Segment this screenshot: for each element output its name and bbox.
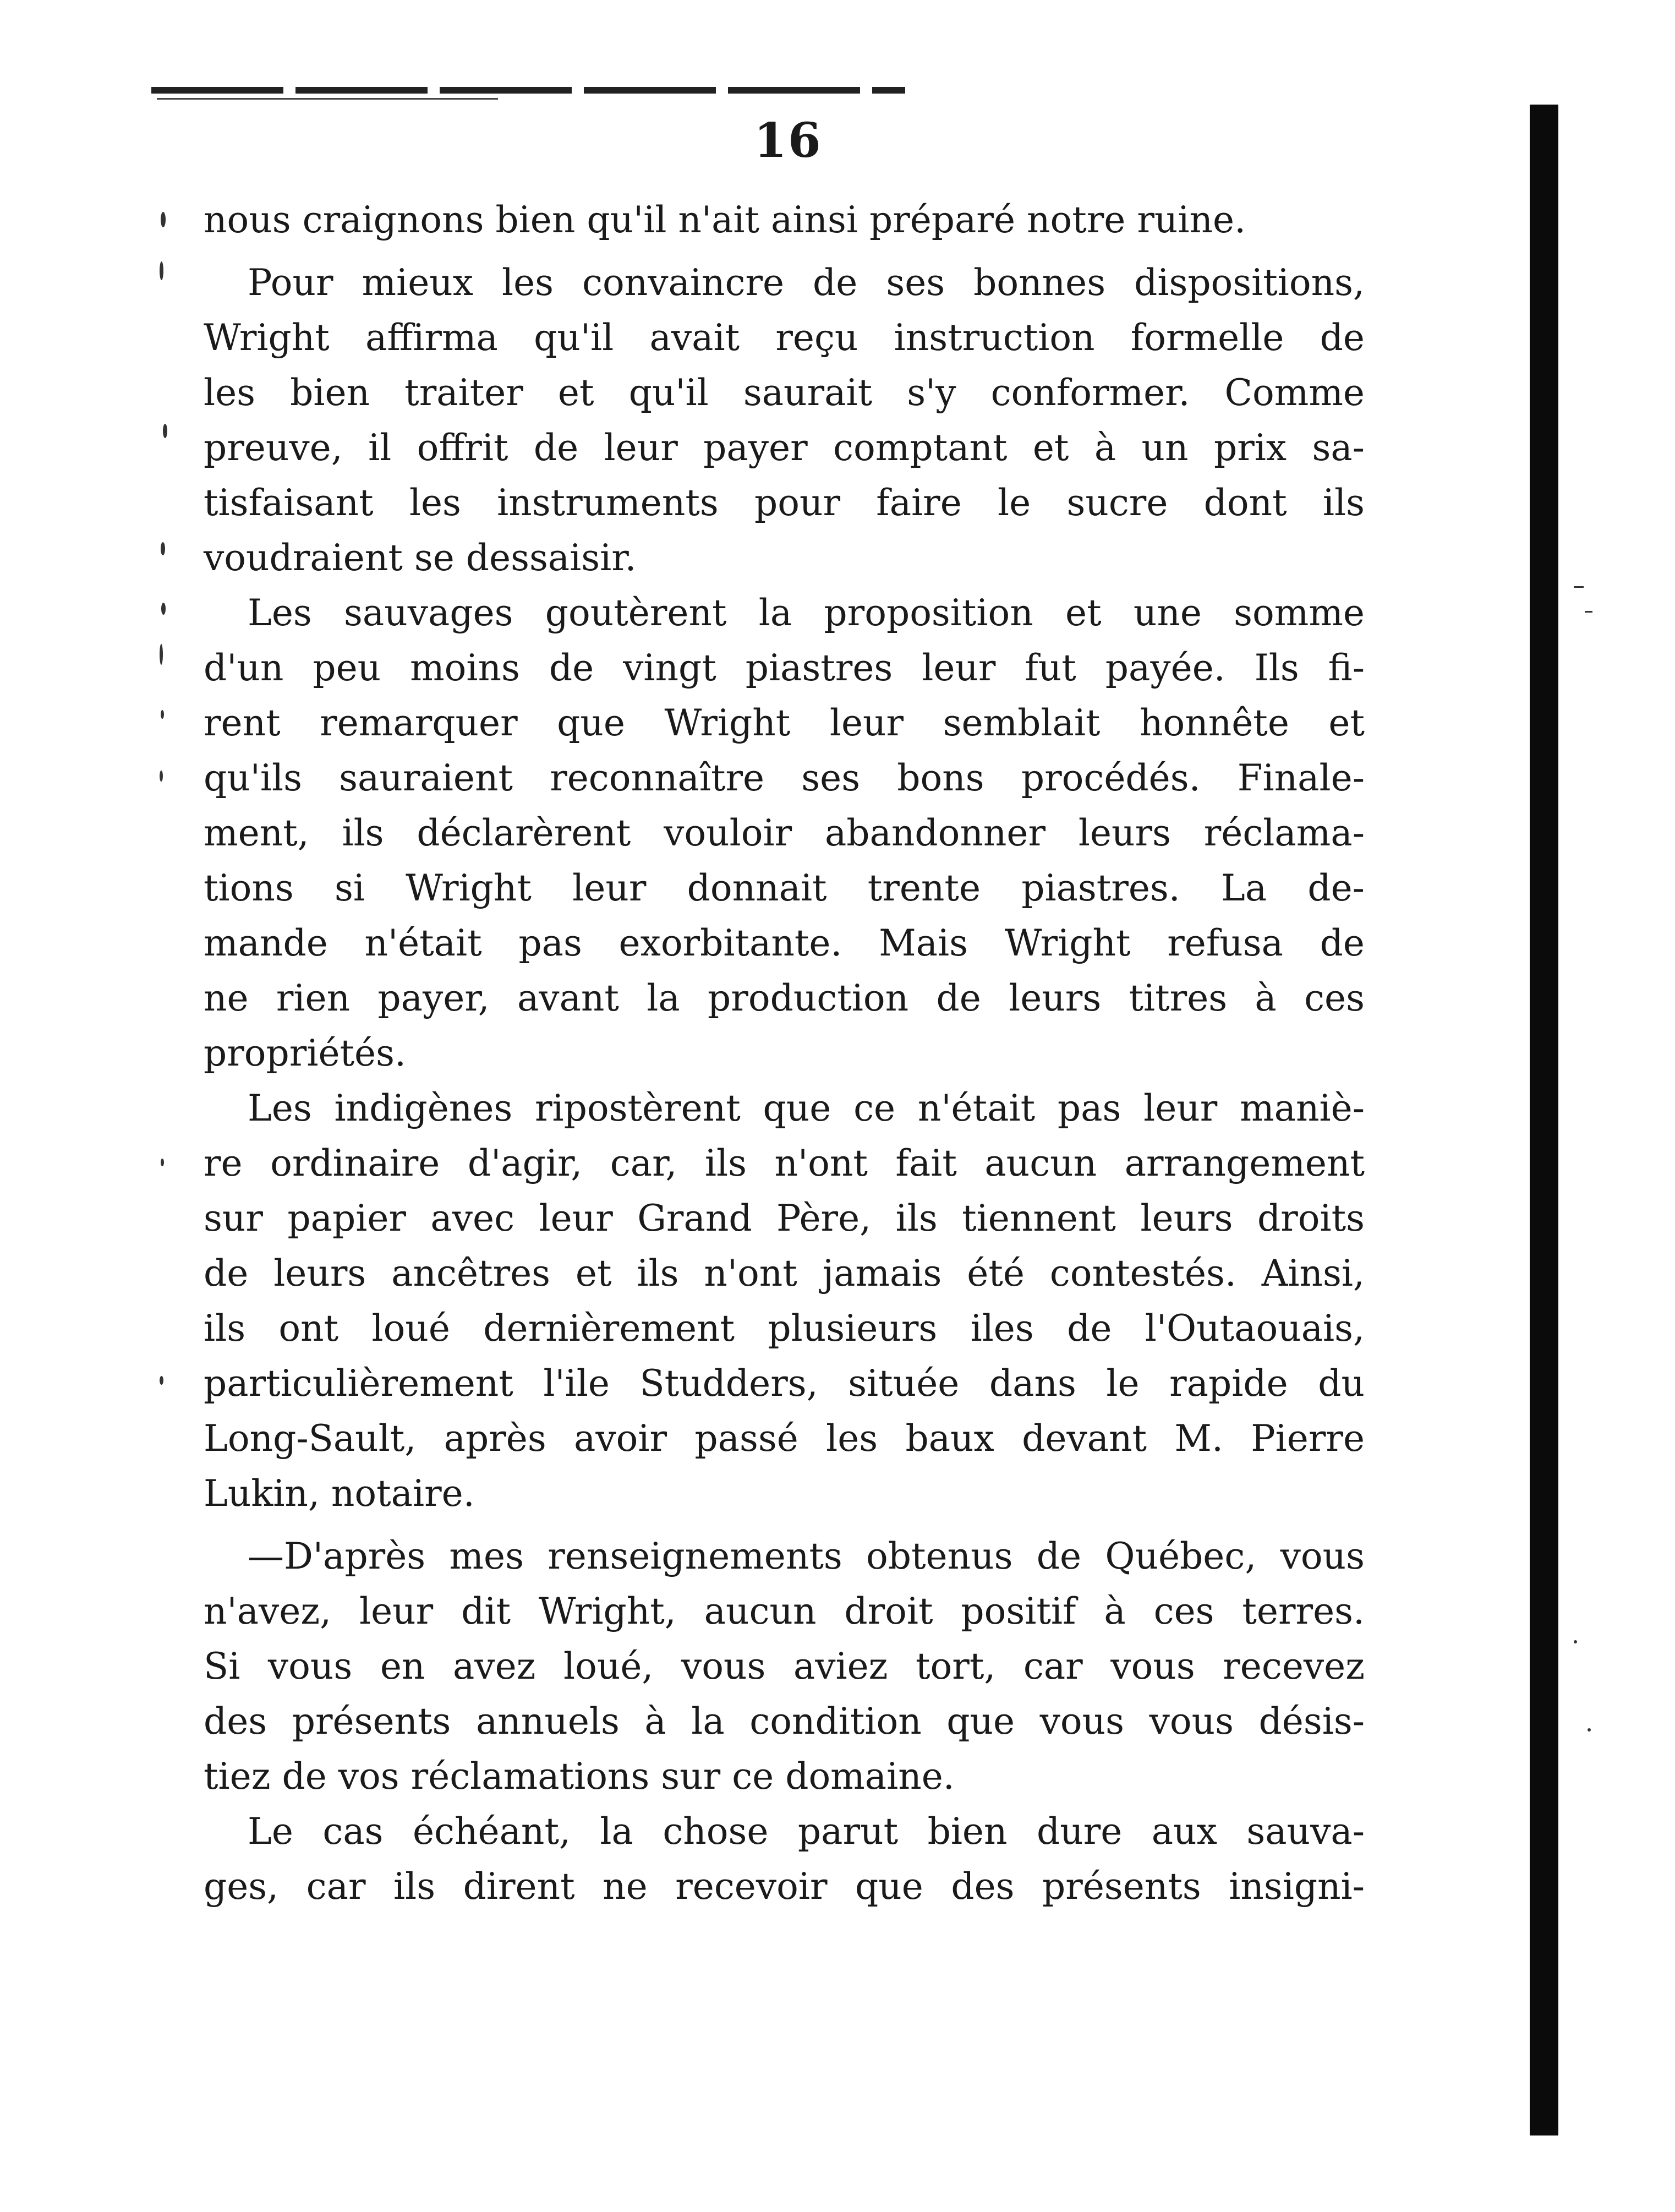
text-line: les bien traiter et qu'il saurait s'y conformer. Comme bbox=[204, 372, 1365, 414]
text-line: Pour mieux les convaincre de ses bonnes dispositions, bbox=[248, 261, 1365, 304]
text-line: Les sauvages goutèrent la proposition et une somme bbox=[248, 592, 1365, 634]
text-line: Les indigènes ripostèrent que ce n'était pas leur maniè- bbox=[248, 1087, 1365, 1129]
text-line: particulièrement l'ile Studders, située dans le rapide du bbox=[204, 1362, 1365, 1405]
text-line: ils ont loué dernièrement plusieurs iles de l'Outaouais, bbox=[204, 1307, 1365, 1350]
text-line: voudraient se dessaisir. bbox=[204, 537, 637, 579]
text-line: ges, car ils dirent ne recevoir que des présents insigni- bbox=[204, 1865, 1365, 1908]
text-line: d'un peu moins de vingt piastres leur fut payée. Ils fi- bbox=[204, 647, 1365, 689]
top-rule-thin bbox=[157, 98, 498, 100]
margin-speck bbox=[160, 644, 163, 665]
margin-speck bbox=[1574, 1640, 1577, 1643]
text-line: ne rien payer, avant la production de leurs titres à ces bbox=[204, 977, 1365, 1019]
text-line: —D'après mes renseignements obtenus de Québec, vous bbox=[248, 1535, 1365, 1577]
text-line: Le cas échéant, la chose parut bien dure aux sauva- bbox=[248, 1810, 1365, 1853]
text-line: sur papier avec leur Grand Père, ils tiennent leurs droits bbox=[204, 1197, 1365, 1239]
margin-speck bbox=[163, 424, 167, 438]
text-line: preuve, il offrit de leur payer comptant et à un prix sa- bbox=[204, 427, 1365, 469]
text-line: mande n'était pas exorbitante. Mais Wright refusa de bbox=[204, 922, 1365, 964]
top-rule bbox=[151, 87, 905, 94]
paragraph-gap bbox=[204, 1521, 1365, 1529]
text-line: qu'ils sauraient reconnaître ses bons procédés. Finale- bbox=[204, 757, 1365, 799]
right-margin-mark bbox=[1585, 611, 1592, 613]
right-margin-mark bbox=[1574, 586, 1584, 588]
paragraph-gap bbox=[204, 248, 1365, 255]
text-line: rent remarquer que Wright leur semblait honnête et bbox=[204, 702, 1365, 744]
margin-speck bbox=[161, 542, 165, 555]
text-line: Long-Sault, après avoir passé les baux devant M. Pierre bbox=[204, 1417, 1365, 1460]
margin-speck bbox=[161, 1159, 164, 1166]
text-line: re ordinaire d'agir, car, ils n'ont fait aucun arrangement bbox=[204, 1142, 1365, 1184]
body-text bbox=[204, 193, 1365, 1914]
text-line: Wright affirma qu'il avait reçu instruction formelle de bbox=[204, 316, 1365, 359]
margin-speck bbox=[161, 603, 166, 615]
text-line: ment, ils déclarèrent vouloir abandonner leurs réclama- bbox=[204, 812, 1365, 854]
margin-speck bbox=[1588, 1728, 1591, 1732]
text-line: tisfaisant les instruments pour faire le sucre dont ils bbox=[204, 482, 1365, 524]
text-line: de leurs ancêtres et ils n'ont jamais été contestés. Ainsi, bbox=[204, 1252, 1365, 1295]
text-line: Lukin, notaire. bbox=[204, 1472, 475, 1515]
margin-speck bbox=[160, 1376, 163, 1385]
margin-speck bbox=[160, 771, 163, 782]
text-line: Si vous en avez loué, vous aviez tort, car vous recevez bbox=[204, 1645, 1365, 1687]
text-line: nous craignons bien qu'il n'ait ainsi préparé notre ruine. bbox=[204, 199, 1246, 241]
margin-speck bbox=[161, 212, 166, 227]
text-line: tiez de vos réclamations sur ce domaine. bbox=[204, 1755, 955, 1798]
text-line: des présents annuels à la condition que vous vous désis- bbox=[204, 1700, 1365, 1743]
text-line: n'avez, leur dit Wright, aucun droit positif à ces terres. bbox=[204, 1590, 1365, 1632]
page-edge-shadow bbox=[1530, 105, 1558, 2135]
margin-speck bbox=[160, 261, 163, 280]
text-line: tions si Wright leur donnait trente piastres. La de- bbox=[204, 867, 1365, 909]
page-number: 16 bbox=[754, 113, 822, 168]
text-line: propriétés. bbox=[204, 1032, 406, 1074]
margin-speck bbox=[161, 710, 164, 719]
